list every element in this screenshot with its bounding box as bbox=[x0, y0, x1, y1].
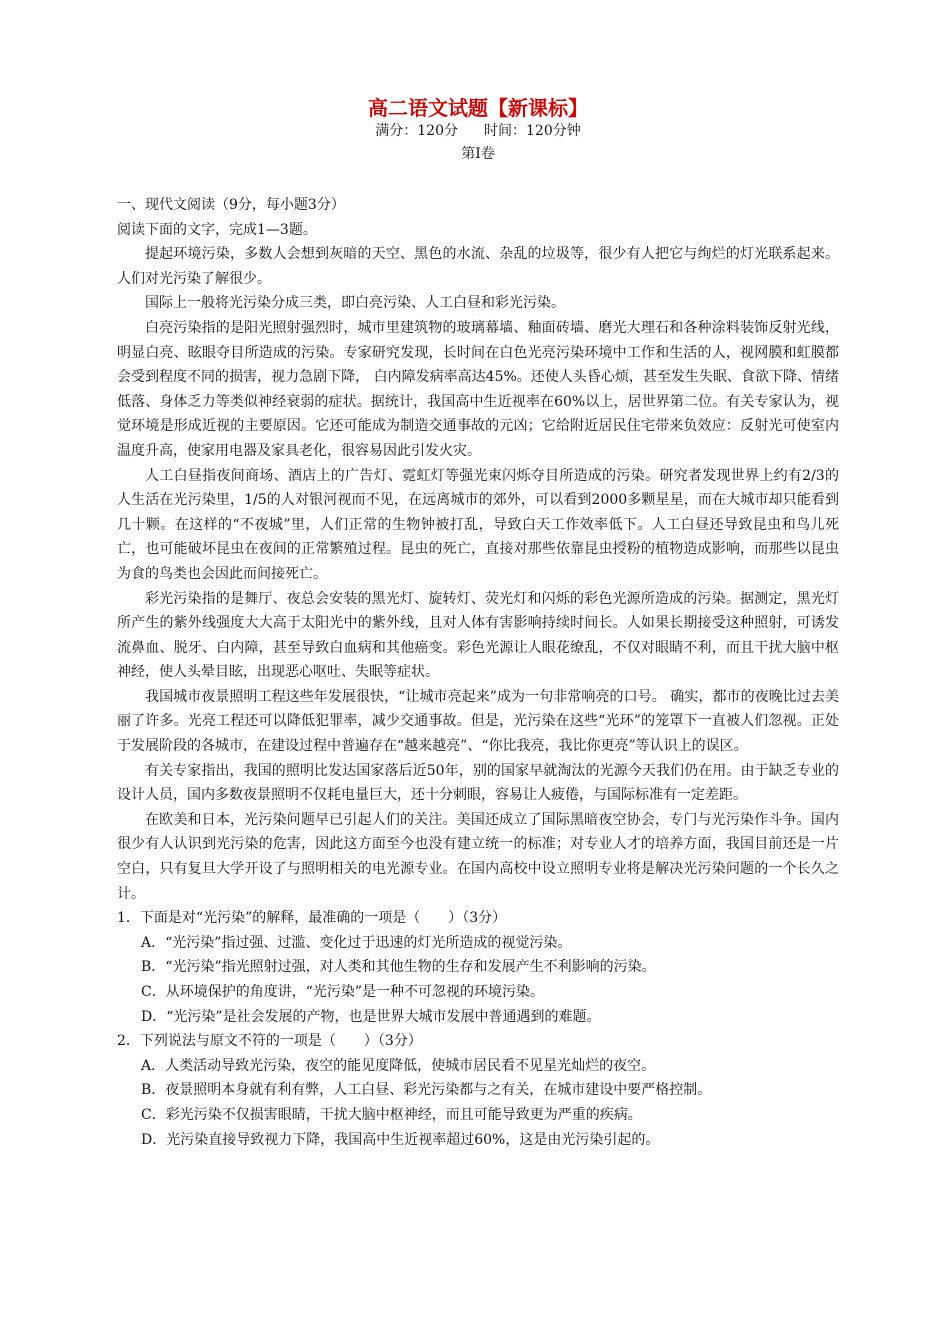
passage-paragraph-3: 白亮污染指的是阳光照射强烈时，城市里建筑物的玻璃幕墙、釉面砖墙、磨光大理石和各种涂料装饰反射光线，明显白亮、眩眼夺目所造成的污染。专家研究发现，长时间在白色光亮污染环境中工作和生活的人，视网膜和虹膜都会受到程度不同的损害，视力急剧下降， 白内障发病率高达45%。还使人头昏心烦，甚至发生失眠、食欲下降、情绪低落、身体乏力等类似神经衰弱的症状。据统计，我国高中生近视率在60%以上，居世界第二位。有关专家认为，视觉环境是形成近视的主要原因。它还可能成为制造交通事故的元凶；它给附近居民住宅带来负效应：反射光可使室内温度升高，使家用电器及家具老化，很容易因此引发火灾。 bbox=[117, 319, 839, 459]
question-2-stem: 2．下列说法与原文不符的一项是（ ）（3分） bbox=[117, 1033, 422, 1050]
volume-label: 第Ⅰ卷 bbox=[461, 146, 495, 162]
passage-paragraph-8: 在欧美和日本，光污染问题早已引起人们的关注。美国还成立了国际黑暗夜空协会，专门与光污染作斗争。国内很少有人认识到光污染的危害，因此这方面至今也没有建立统一的标准；对专业人才的培养方面，我国目前还是一片空白，只有复旦大学开设了与照明相关的电光源专业。在国内高校中设立照明专业将是解决光污染问题的一个长久之计。 bbox=[117, 811, 839, 902]
passage-paragraph-4: 人工白昼指夜间商场、酒店上的广告灯、霓虹灯等强光束闪烁夺目所造成的污染。研究者发现世界上约有2/3的人生活在光污染里，1/5的人对银河视而不见，在远离城市的郊外，可以看到2000多颗星星，而在大城市却只能看到几十颗。在这样的“不夜城”里，人们正常的生物钟被打乱，导致白天工作效率低下。人工白昼还导致昆虫和鸟儿死亡，也可能破坏昆虫在夜间的正常繁殖过程。昆虫的死亡，直接对那些依靠昆虫授粉的植物造成影响，而那些以昆虫为食的鸟类也会因此而间接死亡。 bbox=[117, 467, 839, 582]
exam-title: 高二语文试题【新课标】 bbox=[368, 96, 588, 120]
full-score: 满分：120分 bbox=[375, 123, 458, 139]
question-1-option-d: D．“光污染”是社会发展的产物，也是世界大城市发展中普通遇到的难题。 bbox=[141, 1008, 601, 1025]
passage-paragraph-2: 国际上一般将光污染分成三类，即白亮污染、人工白昼和彩光污染。 bbox=[145, 295, 565, 312]
question-2-option-d: D．光污染直接导致视力下降，我国高中生近视率超过60%，这是由光污染引起的。 bbox=[141, 1131, 660, 1148]
question-2-option-a: A．人类活动导致光污染，夜空的能见度降低，使城市居民看不见星光灿烂的夜空。 bbox=[141, 1057, 656, 1074]
passage-paragraph-1: 提起环境污染，多数人会想到灰暗的天空、黑色的水流、杂乱的垃圾等，很少有人把它与绚烂的灯光联系起来。人们对光污染了解很少。 bbox=[117, 246, 839, 287]
passage-paragraph-5: 彩光污染指的是舞厅、夜总会安装的黑光灯、旋转灯、荧光灯和闪烁的彩色光源所造成的污染。据测定，黑光灯所产生的紫外线强度大大高于太阳光中的紫外线，且对人体有害影响持续时间长。人如果长期接受这种照射，可诱发流鼻血、脱牙、白内障，甚至导致白血病和其他癌变。彩色光源让人眼花缭乱，不仅对眼睛不利，而且干扰大脑中枢神经，使人头晕目眩，出现恶心呕吐、失眠等症状。 bbox=[117, 590, 839, 681]
exam-page bbox=[117, 96, 839, 1152]
question-1-stem: 1．下面是对“光污染”的解释，最准确的一项是（ ）（3分） bbox=[117, 910, 507, 927]
question-1-option-b: B．“光污染”指光照射过强，对人类和其他生物的生存和发展产生不利影响的污染。 bbox=[141, 959, 656, 976]
passage-paragraph-7: 有关专家指出，我国的照明比发达国家落后近50年，别的国家早就淘汰的光源今天我们仍在用。由于缺乏专业的设计人员，国内多数夜景照明不仅耗电量巨大，还十分刺眼，容易让人疲倦，与国际标准有一定差距。 bbox=[117, 762, 839, 804]
reading-instruction: 阅读下面的文字，完成1—3题。 bbox=[117, 221, 317, 238]
section-heading: 一、现代文阅读（9分，每小题3分） bbox=[117, 197, 345, 213]
question-2-option-c: C．彩光污染不仅损害眼睛，干扰大脑中枢神经，而且可能导致更为严重的疾病。 bbox=[141, 1106, 642, 1123]
question-2-option-b: B．夜景照明本身就有利有弊，人工白昼、彩光污染都与之有关，在城市建设中要严格控制。 bbox=[141, 1082, 712, 1099]
exam-meta bbox=[117, 120, 839, 143]
exam-time: 时间：120分钟 bbox=[484, 123, 581, 139]
question-1-option-c: C．从环境保护的角度讲，“光污染”是一种不可忽视的环境污染。 bbox=[141, 984, 545, 1000]
question-1-option-a: A．“光污染”指过强、过滥、变化过于迅速的灯光所造成的视觉污染。 bbox=[141, 934, 572, 951]
passage-paragraph-6: 我国城市夜景照明工程这些年发展很快，“让城市亮起来”成为一句非常响亮的口号。 确实，都市的夜晚比过去美丽了许多。光亮工程还可以降低犯罪率，减少交通事故。但是，光污染在这些“光环”的笼罩下一直被人们忽视。正处于发展阶段的各城市，在建设过程中普遍存在“越来越亮”、“你比我亮，我比你更亮”等认识上的误区。 bbox=[117, 688, 839, 755]
